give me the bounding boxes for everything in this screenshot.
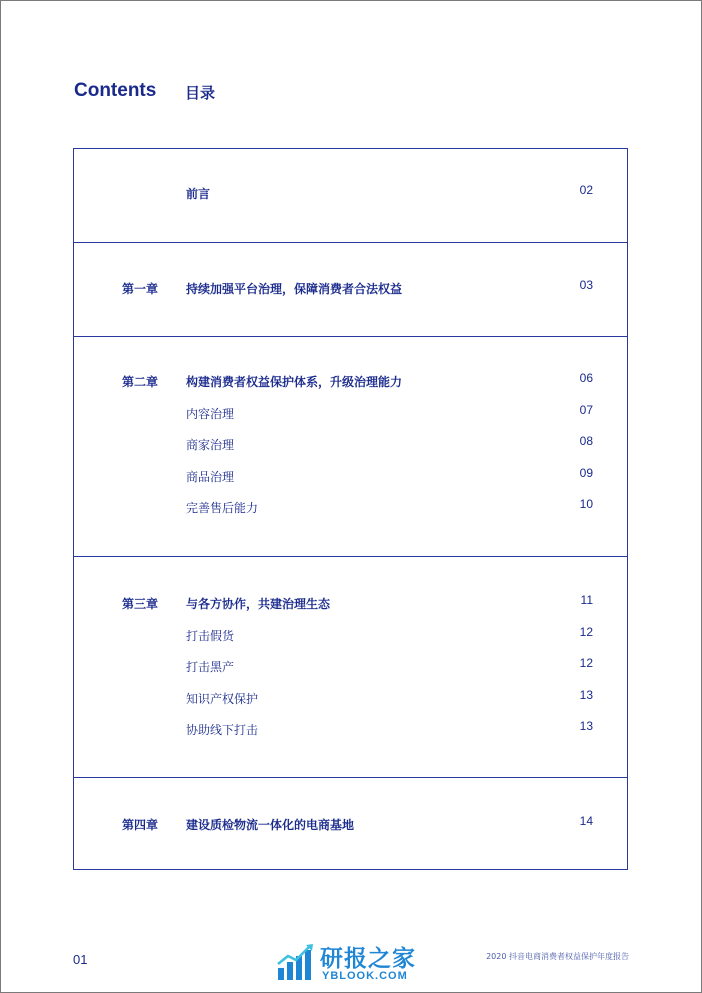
toc-section <box>74 777 627 869</box>
contents-title-en: Contents <box>74 80 157 101</box>
toc-entry-page: 09 <box>579 465 593 480</box>
toc-entry-page: 06 <box>579 371 593 385</box>
toc-entry-title: 构建消费者权益保护体系，升级治理能力 <box>186 375 403 389</box>
chapter-label: 第一章 <box>122 282 159 296</box>
toc-entry-page: 08 <box>579 434 593 449</box>
toc-entry[interactable] <box>186 721 627 741</box>
toc-entry-title: 商品治理 <box>186 469 235 484</box>
toc-entry[interactable] <box>186 816 627 836</box>
toc-entry[interactable] <box>186 624 627 647</box>
toc-entry-page: 07 <box>579 402 593 417</box>
toc-entry-page: 03 <box>579 278 593 292</box>
toc-entry[interactable] <box>186 595 627 615</box>
toc-entry-page: 14 <box>579 814 593 828</box>
toc-entry-page: 13 <box>579 719 593 734</box>
toc-entry-title: 协助线下打击 <box>186 723 259 738</box>
toc-entry[interactable] <box>186 402 627 425</box>
toc-entry-page: 10 <box>579 497 593 512</box>
toc-entry-page: 12 <box>579 624 593 639</box>
toc-entry-title: 知识产权保护 <box>186 691 259 706</box>
chapter-label: 第二章 <box>122 375 159 389</box>
contents-title-zh: 目录 <box>185 84 216 102</box>
toc-entry-title: 打击假货 <box>186 628 235 643</box>
table-of-contents <box>73 148 628 870</box>
toc-section <box>74 149 627 242</box>
page-number: 01 <box>73 952 88 967</box>
report-title: 2020 抖音电商消费者权益保护年度报告 <box>486 952 629 961</box>
toc-entry-title: 前言 <box>186 187 211 201</box>
toc-entry[interactable] <box>186 185 627 205</box>
toc-entry[interactable] <box>186 280 627 300</box>
toc-entry-title: 商家治理 <box>186 438 235 453</box>
toc-entry-page: 13 <box>579 687 593 702</box>
toc-entry-page: 02 <box>579 183 593 197</box>
toc-entry-title: 与各方协作，共建治理生态 <box>186 597 331 611</box>
toc-entry-title: 打击黑产 <box>186 660 235 675</box>
toc-section <box>74 336 627 556</box>
toc-entry-title: 持续加强平台治理，保障消费者合法权益 <box>186 282 403 296</box>
toc-entry[interactable] <box>186 658 627 678</box>
toc-entry[interactable] <box>186 687 627 710</box>
toc-section <box>74 556 627 777</box>
toc-entry[interactable] <box>186 373 627 393</box>
toc-entry[interactable] <box>186 436 627 456</box>
toc-entry-title: 内容治理 <box>186 406 235 421</box>
chapter-label: 第四章 <box>122 818 159 832</box>
toc-entry-title: 建设质检物流一体化的电商基地 <box>186 818 355 832</box>
toc-entry[interactable] <box>186 465 627 488</box>
chapter-label: 第三章 <box>122 597 159 611</box>
watermark-text-en: YBLOOK.COM <box>322 970 408 982</box>
toc-entry[interactable] <box>186 499 627 519</box>
toc-entry-page: 12 <box>579 656 593 671</box>
bar-chart-logo-icon <box>276 942 316 982</box>
toc-section <box>74 242 627 336</box>
watermark-logo <box>276 940 436 986</box>
toc-entry-page: 11 <box>580 593 593 607</box>
watermark-text-zh: 研报之家 <box>320 946 416 972</box>
toc-entry-title: 完善售后能力 <box>186 501 259 516</box>
